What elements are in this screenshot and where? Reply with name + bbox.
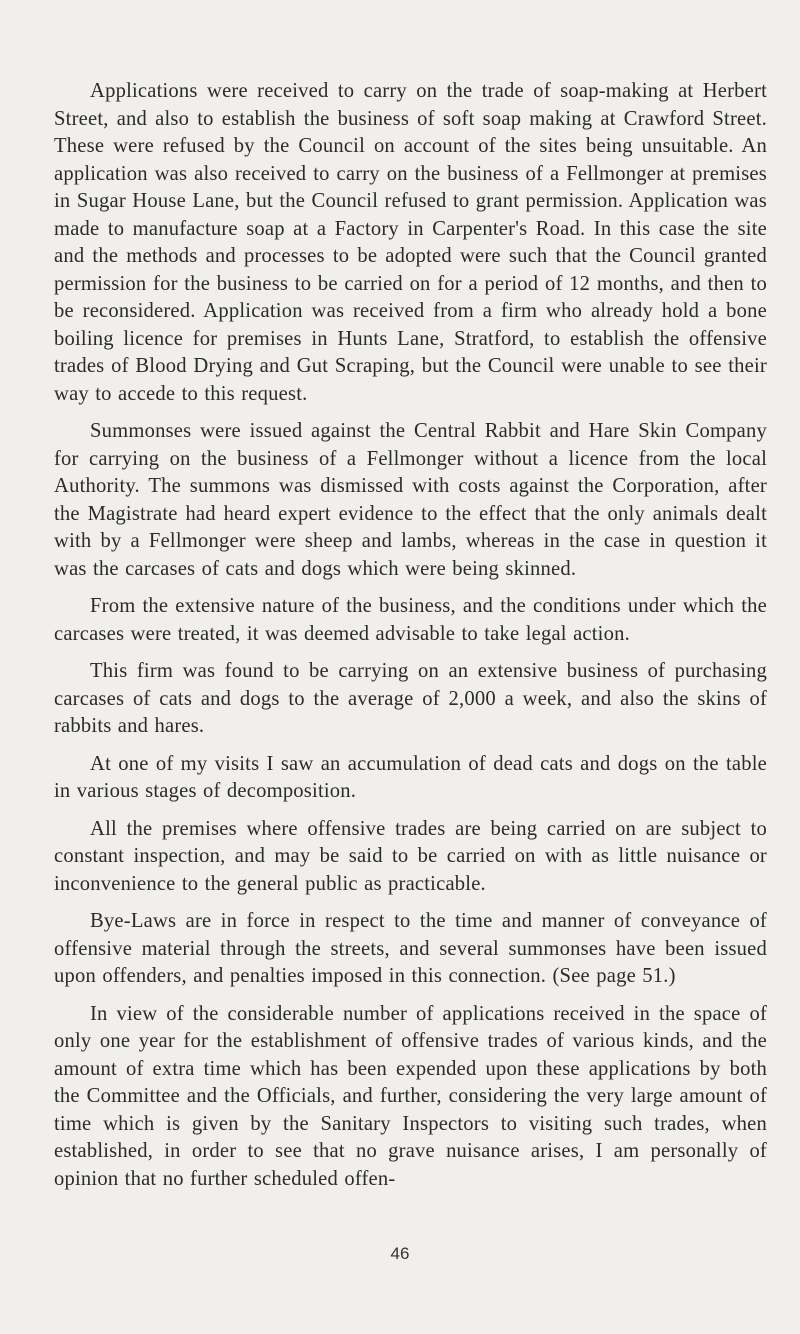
paragraph-summonses-rabbit-skin-company: Summonses were issued against the Central Rabbit and Hare Skin Company for carrying on the business of a Fellmonger without a licence from the local Authority. The summons was dismissed with costs against the Corporation, after the Magistrate had heard expert evidence to the effect that the only animals dealt with by a Fellmonger were sheep and lambs, whereas in the case in question it was the carcases of cats and dogs which were being skinned. [54, 420, 767, 580]
paragraph-opinion: In view of the considerable number of applications received in the space of only one year for the establishment of offensive trades of various kinds, and the amount of extra time which has been expended upon these applications by both the Committee and the Officials, and further, considering the very large amount of time which is given by the Sanitary Inspectors to visiting such trades, when established, in order to see that no grave nuisance arises, I am personally of opinion that no further scheduled offen- [54, 1002, 767, 1190]
paragraph-visit-observation: At one of my visits I saw an accumulation of dead cats and dogs on the table in various stages of decomposition. [54, 752, 767, 802]
paragraph-bye-laws: Bye-Laws are in force in respect to the time and manner of conveyance of offensive material through the streets, and several summonses have been issued upon offenders, and penalties imposed in this connection. (See page 51.) [54, 910, 767, 987]
paragraph-carcases-business: This firm was found to be carrying on an extensive business of purchasing carcases of cats and dogs to the average of 2,000 a week, and also the skins of rabbits and hares. [54, 660, 767, 737]
paragraph-legal-action: From the extensive nature of the business, and the conditions under which the carcases were treated, it was deemed advisable to take legal action. [54, 595, 767, 645]
paragraph-inspection: All the premises where offensive trades are being carried on are subject to constant inspection, and may be said to be carried on with as little nuisance or inconvenience to the general public as practicable. [54, 817, 767, 895]
paragraph-soap-making-applications: Applications were received to carry on the trade of soap-making at Herbert Street, and also to establish the business of soft soap making at Crawford Street. These were refused by the Council on account of the sites being unsuitable. An application was also received to carry on the business of a Fellmonger at premises in Sugar House Lane, but the Council refused to grant permission. Application was made to manufacture soap at a Factory in Carpenter's Road. In this case the site and the methods and processes to be adopted were such that the Council granted permission for the business to be carried on for a period of 12 months, and then to be reconsidered. Application was received from a firm who already hold a bone boiling licence for premises in Hunts Lane, Stratford, to establish the offensive trades of Blood Drying and Gut Scraping, but the Council were unable to see their way to accede to this request. [54, 80, 767, 405]
page-number: 46 [390, 1244, 410, 1263]
document-page [54, 78, 767, 1203]
